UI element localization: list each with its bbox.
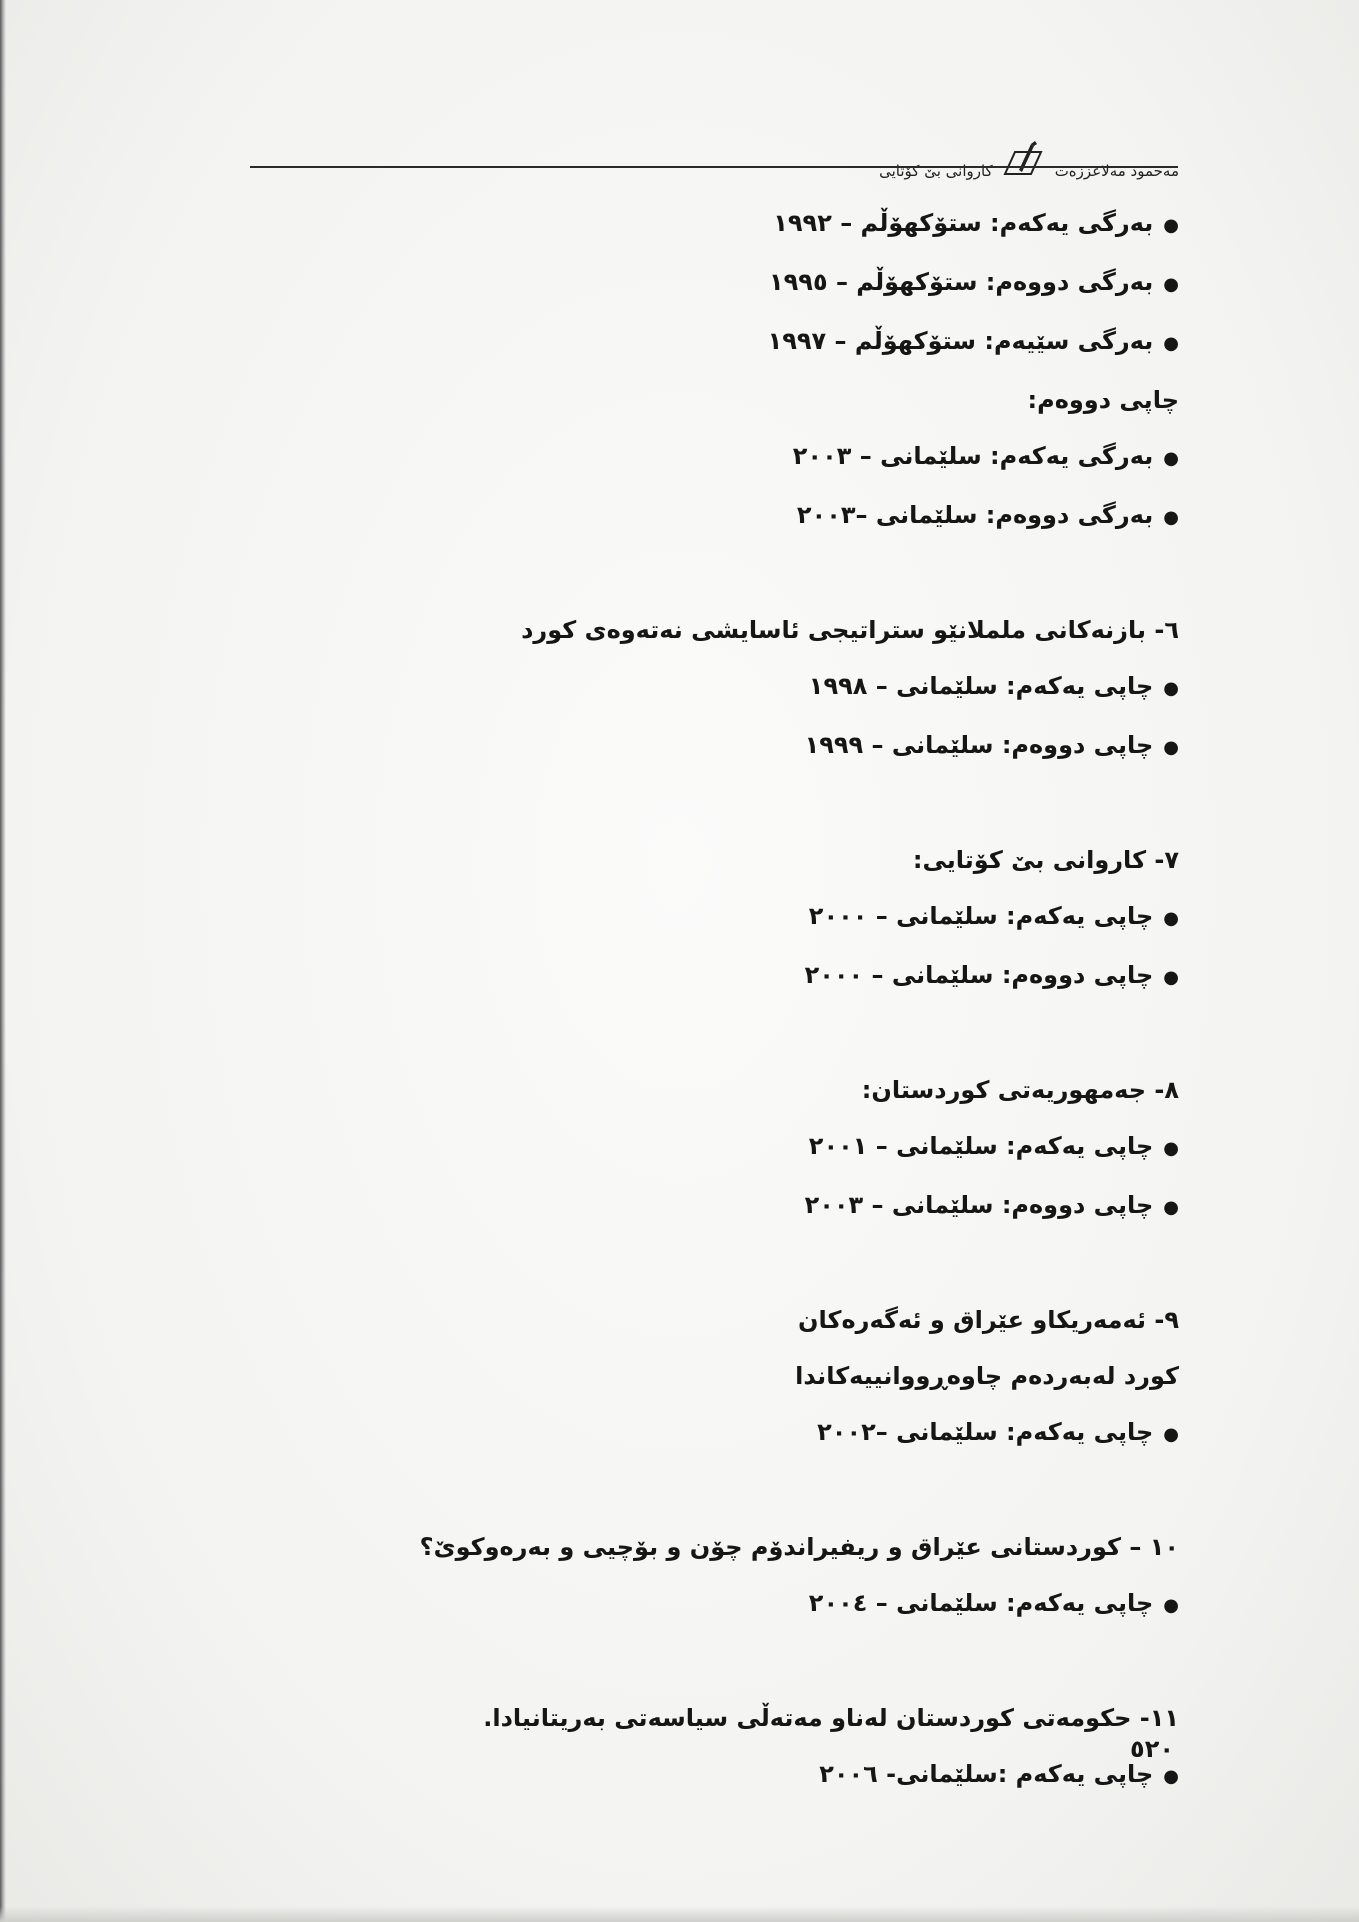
list-item: ●بەرگی سێیەم: ستۆکهۆڵم – ١٩٩٧ [767,327,1179,355]
list-item: ●چاپی دووەم: سلێمانی – ٢٠٠٠ [804,961,1179,989]
list-item: ●چاپی یەکەم: سلێمانی – ٢٠٠٤ [808,1589,1179,1617]
page-bottom-edge [0,1906,1359,1922]
list-item: ●چاپی یەکەم: سلێمانی – ٢٠٠٠ [808,902,1179,930]
running-header [879,140,1179,180]
page-left-edge [0,0,6,1922]
pen-paper-icon [1001,140,1047,180]
list-item: ●چاپی دووەم: سلێمانی – ٢٠٠٣ [804,1191,1179,1219]
book-title-9-cont: کورد لەبەردەم چاوەڕووانییەکاندا [795,1362,1179,1390]
book-title-11: ١١- حکومەتی کوردستان لەناو مەتەڵی سیاسەتی بەریتانیادا. [483,1704,1179,1732]
book-title-8: ٨- جەمهوریەتی کوردستان: [861,1076,1179,1104]
page-number: ٥٢٠ [1130,1735,1174,1763]
list-item: ●چاپی یەکەم: سلێمانی – ٢٠٠١ [808,1132,1179,1160]
list-item: ●بەرگی دووەم: ستۆکهۆڵم – ١٩٩٥ [769,268,1179,296]
list-item: ●چاپی دووەم: سلێمانی – ١٩٩٩ [804,731,1179,759]
book-title-9: ٩- ئەمەریکاو عێراق و ئەگەرەکان [798,1306,1179,1334]
publication-list [279,195,1179,1805]
list-item: ●چاپی یەکەم: سلێمانی – ١٩٩٨ [808,672,1179,700]
book-title-10: ١٠ – کوردستانی عێراق و ریفیراندۆم چۆن و بۆچیی و بەرەوکوێ؟ [419,1533,1179,1561]
list-item: ●چاپی یەکەم :سلێمانی- ٢٠٠٦ [819,1760,1179,1788]
book-title-7: ٧- کاروانی بێ کۆتایی: [912,846,1179,874]
header-author: مەحمود مەلاعززەت [1054,162,1179,180]
list-item: ●بەرگی یەکەم: ستۆکهۆڵم – ١٩٩٢ [773,209,1179,237]
list-item: ●بەرگی دووەم: سلێمانی –٢٠٠٣ [796,501,1179,529]
edition-heading: چاپی دووەم: [1027,386,1179,414]
header-book-title: کاروانی بێ کۆتایی [879,162,993,180]
header-rule [250,166,1178,168]
book-title-6: ٦- بازنەکانی ململانێو ستراتیجی ئاسایشی نەتەوەی کورد [521,616,1179,644]
list-item: ●چاپی یەکەم: سلێمانی –٢٠٠٢ [817,1418,1179,1446]
list-item: ●بەرگی یەکەم: سلێمانی – ٢٠٠٣ [792,442,1179,470]
